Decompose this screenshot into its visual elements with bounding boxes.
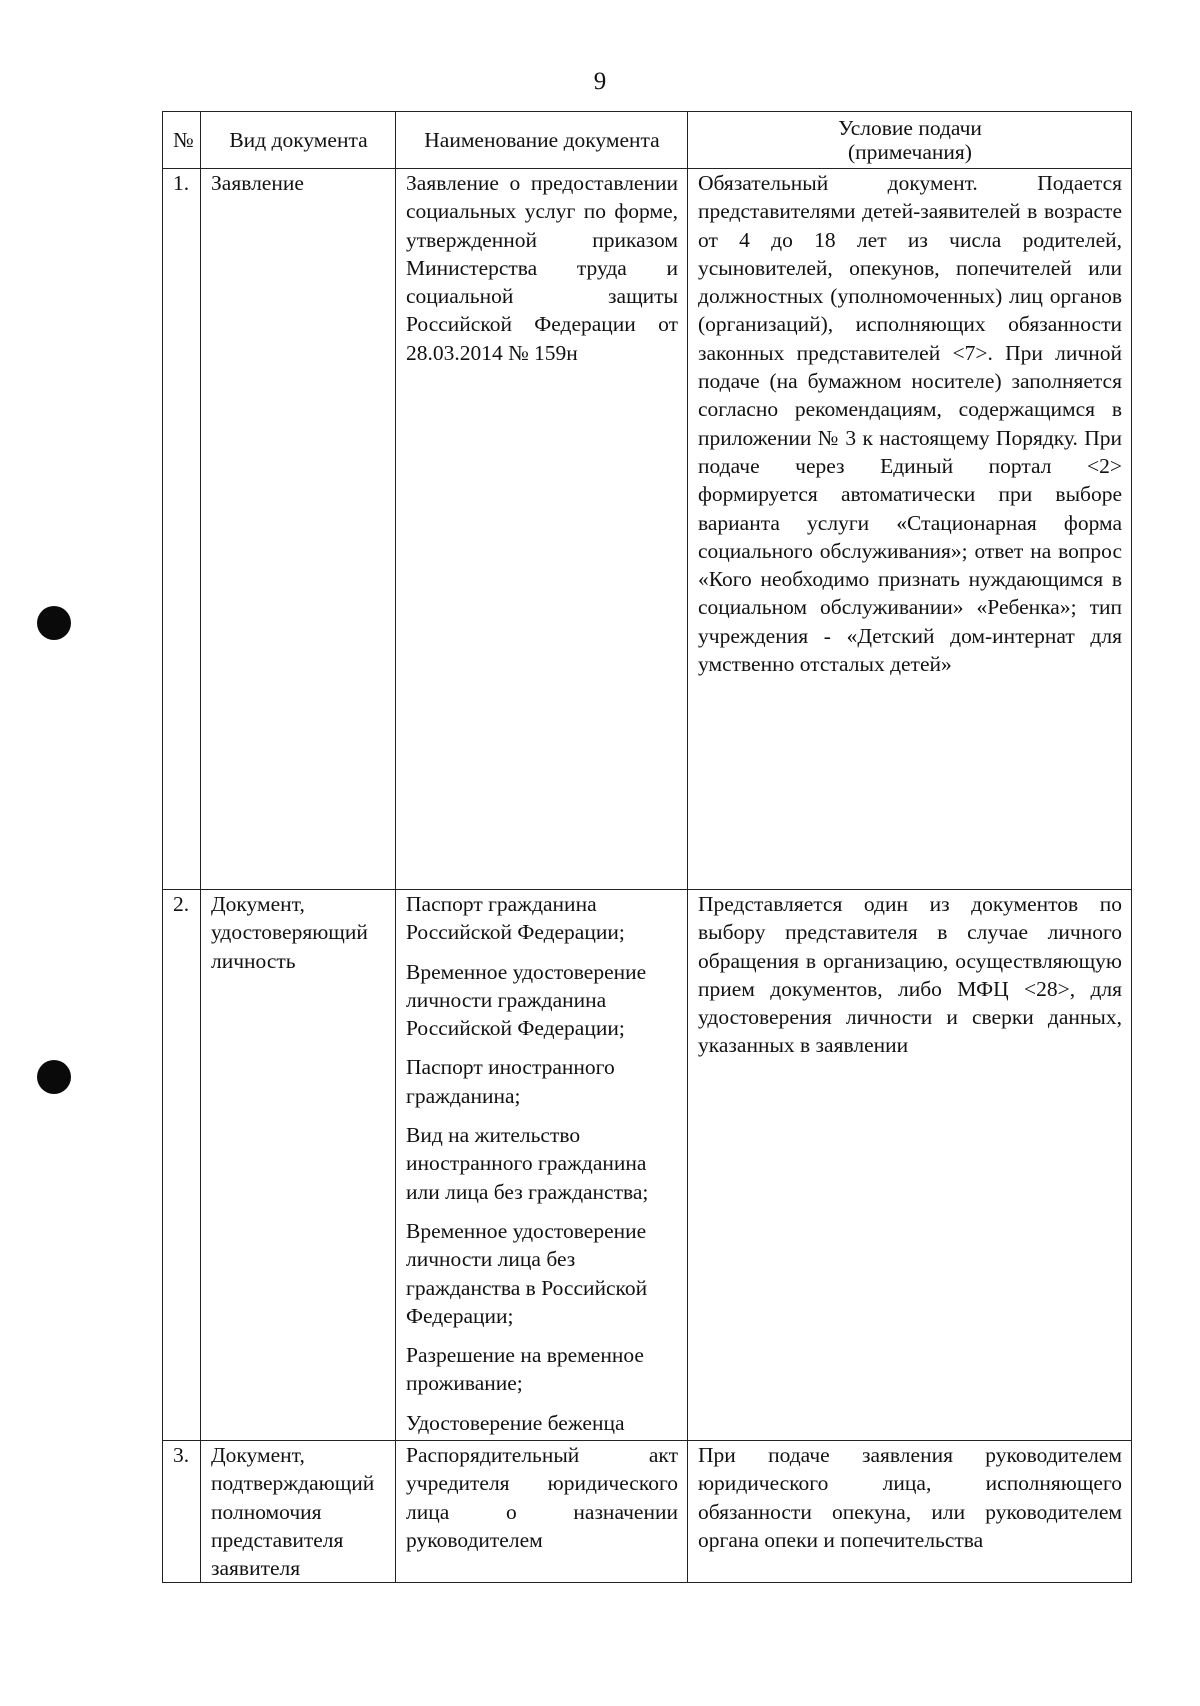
header-number: № [163, 112, 201, 169]
table-row [163, 169, 1132, 890]
table-row [163, 890, 1132, 1441]
table-header-row [163, 112, 1132, 169]
document-name-item: Вид на жительство иностранного гражданина или лица без гражданства; [406, 1123, 649, 1204]
table-row [163, 1441, 1132, 1583]
document-name-item: Распорядительный акт учредителя юридического лица о назначении руководителем [406, 1443, 678, 1552]
header-document-type: Вид документа [201, 112, 396, 169]
document-name-item: Разрешение на временное проживание; [406, 1343, 644, 1396]
submission-condition: Представляется один из документов по выбору представителя в случае личного обращения в организацию, осуществляющую прием документов, либо МФЦ <28>, для удостоверения личности и сверки данных, указанных в заявлении [688, 890, 1132, 1441]
document-name-item: Паспорт иностранного гражданина; [406, 1055, 615, 1108]
row-number: 3. [163, 1441, 201, 1583]
document-name-item: Временное удостоверение личности гражданина Российской Федерации; [406, 959, 647, 1041]
document-name-item: Паспорт гражданина Российской Федерации; [406, 892, 625, 945]
punch-hole-mark [37, 606, 71, 640]
submission-condition: Обязательный документ. Подается представителями детей-заявителей в возрасте от 4 до 18 лет из числа родителей, усыновителей, опекунов, попечителей или должностных (уполномоченных) лиц органов (организаций), исполняющих обязанности законных представителей <7>. При личной подаче (на бумажном носителе) заполняется согласно рекомендациям, содержащимся в приложении № 3 к настоящему Порядку. При подаче через Единый портал <2> формируется автоматически при выборе варианта услуги «Стационарная форма социального обслуживания»; ответ на вопрос «Кого необходимо признать нуждающимся в социальном обслуживании» «Ребенка»; тип учреждения - «Детский дом-интернат для умственно отсталых детей» [688, 169, 1132, 890]
page-number: 9 [593, 68, 607, 95]
row-number: 2. [163, 890, 201, 1441]
documents-table [162, 111, 1132, 1583]
header-condition-line-2: (примечания) [848, 140, 972, 164]
document-name-item: Удостоверение беженца [406, 1410, 625, 1435]
punch-hole-mark [37, 1060, 71, 1094]
header-submission-condition [688, 112, 1132, 169]
document-name-item: Временное удостоверение личности лица без гражданства в Российской Федерации; [406, 1218, 648, 1328]
document-name [396, 1441, 688, 1583]
document-type: Документ, подтверждающий полномочия представителя заявителя [201, 1441, 396, 1583]
document-name-item: Заявление о предоставлении социальных услуг по форме, утвержденной приказом Министерства труда и социальной защиты Российской Федерации от 28.03.2014 № 159н [406, 171, 678, 365]
document-type: Заявление [201, 169, 396, 890]
header-condition-line-1: Условие подачи [838, 116, 982, 140]
submission-condition: При подаче заявления руководителем юридического лица, исполняющего обязанности опекуна, или руководителем органа опеки и попечительства [688, 1441, 1132, 1583]
document-type: Документ, удостоверяющий личность [201, 890, 396, 1441]
row-number: 1. [163, 169, 201, 890]
document-name [396, 169, 688, 890]
document-name [396, 890, 688, 1441]
header-document-name: Наименование документа [396, 112, 688, 169]
